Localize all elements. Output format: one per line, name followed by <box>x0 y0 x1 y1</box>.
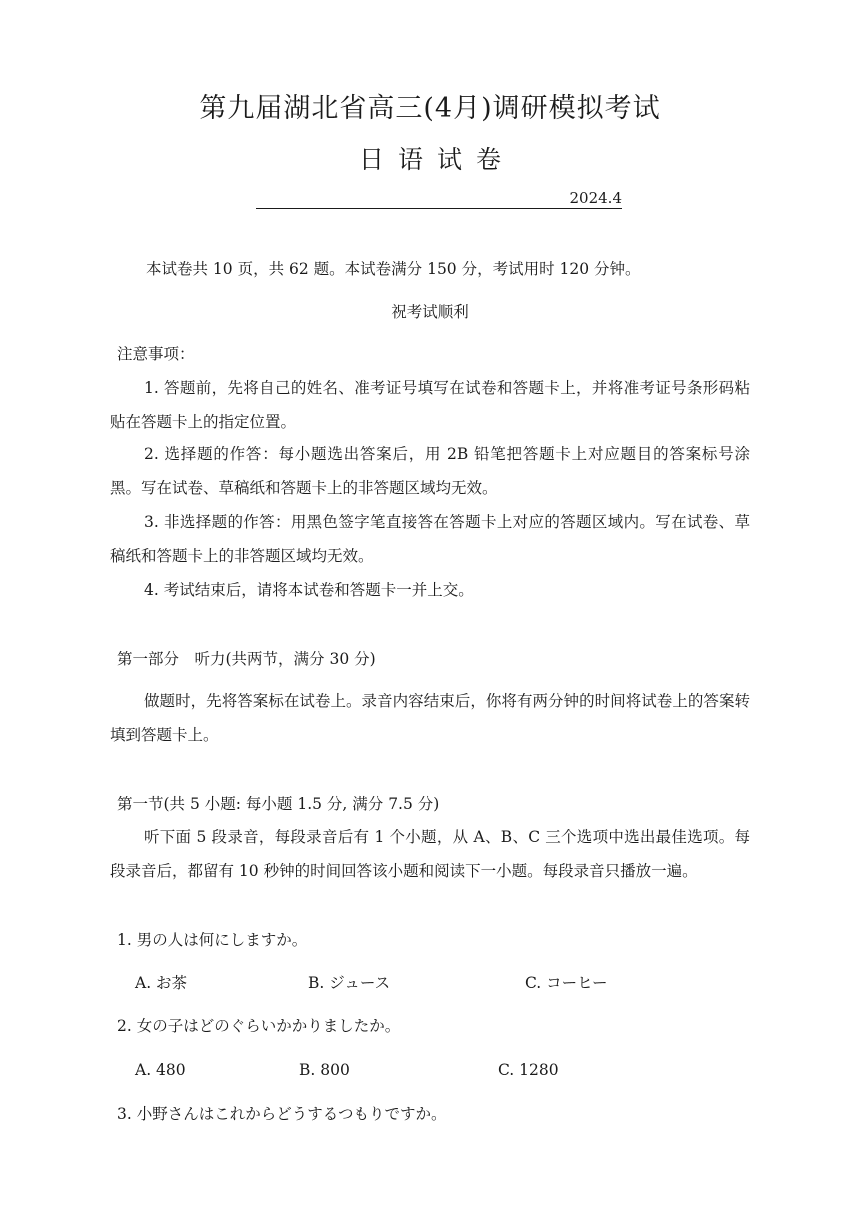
exam-subtitle: 日语试卷 <box>358 145 515 174</box>
part1-instruction: 做题时，先将答案标在试卷上。录音内容结束后，你将有两分钟的时间将试卷上的答案转填到答题卡上。 <box>110 692 750 744</box>
question-1-option-a: A. お茶 <box>135 974 188 992</box>
question-1-option-b: B. ジュース <box>308 974 391 992</box>
exam-date: 2024.4 <box>256 188 622 209</box>
question-2-option-c: C. 1280 <box>498 1061 559 1079</box>
section1-heading: 第一节(共 5 小题: 每小题 1.5 分, 满分 7.5 分) <box>117 795 440 813</box>
note-item-2: 2. 选择题的作答：每小题选出答案后，用 2B 铅笔把答题卡上对应题目的答案标号涂黑。写在试卷、草稿纸和答题卡上的非答题区域均无效。 <box>110 445 750 497</box>
notes-heading: 注意事项： <box>117 345 195 363</box>
blessing: 祝考试顺利 <box>391 303 469 321</box>
exam-title: 第九届湖北省高三(4月)调研模拟考试 <box>199 93 661 124</box>
note-item-3: 3. 非选择题的作答：用黑色签字笔直接答在答题卡上对应的答题区域内。写在试卷、草稿纸和答题卡上的非答题区域均无效。 <box>110 513 750 565</box>
exam-summary: 本试卷共 10 页，共 62 题。本试卷满分 150 分，考试用时 120 分钟。 <box>146 260 641 278</box>
note-item-4: 4. 考试结束后，请将本试卷和答题卡一并上交。 <box>144 581 474 599</box>
question-1-option-c: C. コーヒー <box>525 974 608 992</box>
question-1-stem: 1. 男の人は何にしますか。 <box>117 931 308 949</box>
note-item-1: 1. 答题前，先将自己的姓名、准考证号填写在试卷和答题卡上，并将准考证号条形码粘贴在答题卡上的指定位置。 <box>110 379 750 431</box>
question-2-stem: 2. 女の子はどのぐらいかかりましたか。 <box>117 1017 401 1035</box>
question-3-stem: 3. 小野さんはこれからどうするつもりですか。 <box>117 1105 447 1123</box>
question-2-option-a: A. 480 <box>135 1061 186 1079</box>
question-2-option-b: B. 800 <box>299 1061 350 1079</box>
part1-heading: 第一部分 听力(共两节，满分 30 分) <box>117 650 376 668</box>
section1-instruction: 听下面 5 段录音，每段录音后有 1 个小题，从 A、B、C 三个选项中选出最佳选项。每段录音后，都留有 10 秒钟的时间回答该小题和阅读下一小题。每段录音只播放一遍。 <box>110 828 750 880</box>
